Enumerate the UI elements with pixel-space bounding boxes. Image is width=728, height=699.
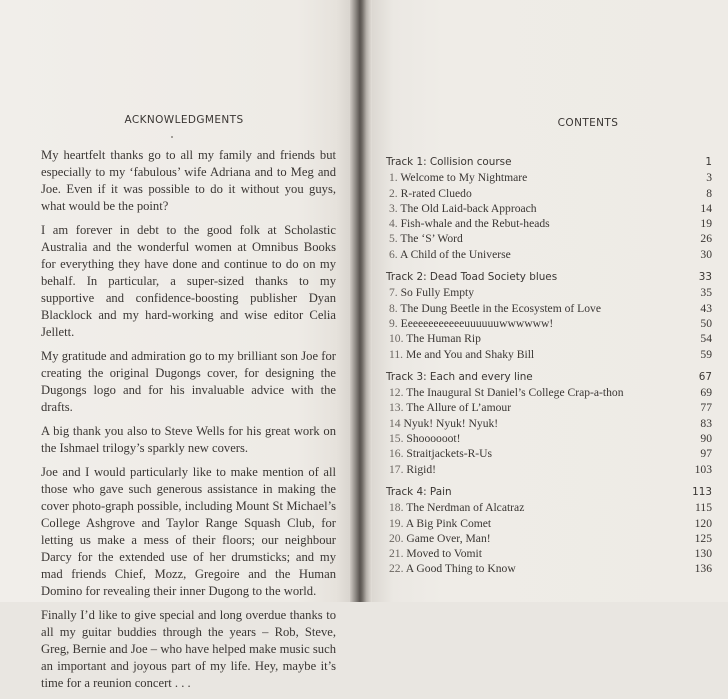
table-of-contents (386, 155, 712, 585)
page-number: 97 (700, 447, 712, 461)
chapter-title: The Nerdman of Alcatraz (406, 501, 525, 515)
toc-chapter-row (386, 561, 712, 576)
chapter-number: 2. (389, 186, 398, 200)
toc-chapter-row (386, 500, 712, 515)
chapter-number: 17. (389, 462, 404, 476)
page-number: 103 (694, 462, 712, 476)
acknowledgments-body (41, 147, 336, 699)
ack-paragraph: My heartfelt thanks go to all my family and friends but especially to my ‘fabulous’ wife Adriana and to Meg and Joe. Even if it was possible to do it without you guys, what would be the point? (41, 148, 336, 214)
toc-section (386, 370, 712, 477)
chapter-number: 11. (389, 347, 404, 361)
chapter-number: 15. (389, 432, 404, 446)
track-title: Track 2: Dead Toad Society blues (386, 271, 558, 284)
page-number: 54 (700, 332, 712, 346)
page-number: 83 (700, 416, 712, 430)
ack-paragraph: My gratitude and admiration go to my brilliant son Joe for creating the original Dugongs cover, for designing the Dugongs logo and for his invaluable advice with the drafts. (41, 349, 336, 415)
chapter-number: 1. (389, 171, 398, 185)
chapter-title: The Dung Beetle in the Ecosystem of Love (400, 301, 601, 315)
chapter-title: A Good Thing to Know (405, 562, 516, 576)
chapter-title: So Fully Empty (400, 286, 475, 300)
chapter-number: 6. (389, 247, 398, 261)
chapter-title: The Inaugural St Daniel’s College Crap-a-thon (406, 386, 624, 400)
chapter-title: Straitjackets-R-Us (406, 447, 493, 461)
toc-section (386, 155, 712, 262)
track-title: Track 4: Pain (386, 485, 452, 498)
toc-chapter-row (386, 247, 712, 262)
toc-chapter-row (386, 347, 712, 362)
page-number: 3 (706, 171, 712, 185)
acknowledgments-page (0, 0, 350, 691)
page-number: 136 (694, 562, 712, 576)
chapter-number: 14 (389, 416, 401, 430)
chapter-title: R-rated Cluedo (400, 186, 472, 200)
page-number: 59 (700, 347, 712, 361)
ack-paragraph: I am forever in debt to the good folk at Scholastic Australia and the wonderful women at Omnibus Books for everything they have done and continue to do on my behalf. In particular, a super-sized thanks to my supportive and confidence-boosting publisher Dyan Blacklock and my hard-working and wise editor Celia Jellett. (41, 222, 336, 340)
page-number: 77 (700, 401, 712, 415)
book-spine (350, 0, 372, 602)
toc-chapter-row (386, 186, 712, 201)
toc-chapter-row (386, 546, 712, 561)
chapter-title: A Big Pink Comet (405, 516, 492, 530)
toc-chapter-row (386, 301, 712, 316)
toc-chapter-row (386, 462, 712, 477)
toc-track-row (386, 155, 712, 170)
toc-chapter-row (386, 516, 712, 531)
ack-paragraph: A big thank you also to Steve Wells for his great work on the Ishmael trilogy’s sparkly new covers. (41, 423, 336, 455)
chapter-number: 18. (389, 501, 404, 515)
page-number: 115 (695, 501, 712, 515)
chapter-title: The ‘S’ Word (400, 232, 463, 246)
toc-chapter-row (386, 231, 712, 246)
chapter-number: 10. (389, 332, 404, 346)
page-number: 50 (700, 316, 712, 330)
page-number: 130 (694, 547, 712, 561)
page-number: 113 (692, 485, 712, 498)
page-number: 43 (700, 301, 712, 315)
chapter-number: 22. (389, 562, 404, 576)
toc-chapter-row (386, 446, 712, 461)
chapter-title: The Human Rip (406, 332, 481, 346)
contents-heading: CONTENTS (557, 117, 619, 129)
chapter-number: 3. (389, 201, 398, 215)
chapter-title: Me and You and Shaky Bill (405, 347, 535, 361)
acknowledgments-heading: ACKNOWLEDGMENTS (124, 114, 244, 126)
page-number: 1 (705, 156, 712, 168)
toc-chapter-row (386, 170, 712, 185)
toc-section (386, 270, 712, 362)
chapter-number: 20. (389, 531, 404, 545)
chapter-number: 8. (389, 301, 398, 315)
toc-chapter-row (386, 285, 712, 300)
toc-chapter-row (386, 316, 712, 331)
chapter-title: Nyuk! Nyuk! Nyuk! (403, 416, 499, 430)
chapter-number: 7. (389, 286, 398, 300)
page-number: 19 (700, 217, 712, 231)
chapter-number: 9. (389, 316, 398, 330)
page-number: 90 (700, 432, 712, 446)
page-number: 8 (706, 186, 712, 200)
chapter-number: 19. (389, 516, 404, 530)
chapter-number: 21. (389, 547, 404, 561)
chapter-number: 16. (389, 447, 404, 461)
toc-chapter-row (386, 531, 712, 546)
chapter-title: A Child of the Universe (399, 247, 511, 261)
toc-chapter-row (386, 331, 712, 346)
ack-paragraph: Finally I’d like to give special and long overdue thanks to all my guitar buddies through the years – Rob, Steve, Greg, Bernie and Joe – who have helped make music such an important and joyous part of my life. Hey, maybe it’s time for a reunion concert . . . (41, 607, 336, 691)
chapter-title: Fish-whale and the Rebut-heads (400, 217, 550, 231)
toc-chapter-row (386, 400, 712, 415)
page-number: 14 (700, 201, 712, 215)
page-number: 33 (698, 271, 712, 284)
page-number: 69 (700, 386, 712, 400)
chapter-number: 12. (389, 386, 404, 400)
track-title: Track 3: Each and every line (386, 370, 533, 383)
toc-chapter-row (386, 216, 712, 231)
toc-track-row (386, 485, 712, 500)
toc-chapter-row (386, 385, 712, 400)
chapter-number: 4. (389, 217, 398, 231)
chapter-number: 13. (389, 401, 404, 415)
page-number: 120 (694, 516, 712, 530)
page-number: 35 (700, 286, 712, 300)
track-title: Track 1: Collision course (386, 156, 512, 168)
toc-chapter-row (386, 416, 712, 431)
chapter-title: Moved to Vomit (406, 547, 482, 561)
toc-track-row (386, 270, 712, 285)
chapter-number: 5. (389, 232, 398, 246)
page-number: 67 (698, 370, 712, 383)
chapter-title: Eeeeeeeeeeeeuuuuuuwwwwww! (400, 316, 554, 330)
ack-paragraph: Joe and I would particularly like to make mention of all those who gave such generous assistance in making the cover photo-graph possible, including Mount St Michael’s College Ashgrove and Taylor Range Squash Club, for letting us make a mess of their floors; our neighbour Darcy for the extended use of her drumsticks; and my mad friends Chief, Mozz, Gregoire and the Human Domino for revealing their inner Dugong to the world. (41, 464, 336, 599)
toc-chapter-row (386, 201, 712, 216)
page-number: 26 (700, 232, 712, 246)
toc-section (386, 485, 712, 577)
chapter-title: The Allure of L’amour (406, 401, 512, 415)
chapter-title: Shoooooot! (406, 432, 461, 446)
page-number: 125 (694, 531, 712, 545)
chapter-title: Game Over, Man! (406, 531, 491, 545)
page-number: 30 (700, 247, 712, 261)
ornament-dot (171, 136, 173, 138)
chapter-title: Welcome to My Nightmare (400, 171, 528, 185)
toc-track-row (386, 370, 712, 385)
toc-chapter-row (386, 431, 712, 446)
chapter-title: Rigid! (406, 462, 437, 476)
chapter-title: The Old Laid-back Approach (400, 201, 537, 215)
